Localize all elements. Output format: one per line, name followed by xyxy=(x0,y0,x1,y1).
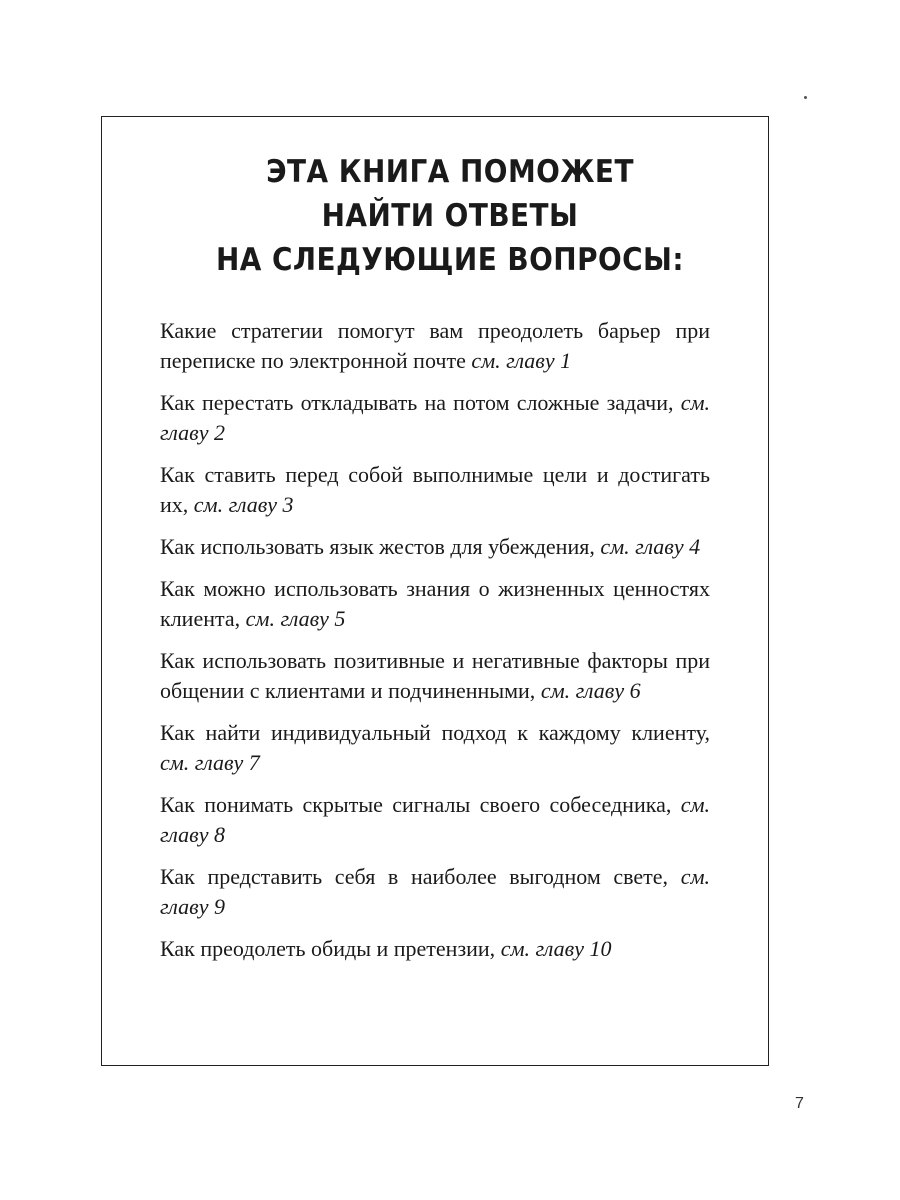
question-text: Какие стратегии помогут вам преодолеть барьер при переписке по электронной почте xyxy=(160,318,710,373)
chapter-reference: см. главу 8 xyxy=(160,792,711,847)
question-text: Как представить себя в наиболее выгодном свете, xyxy=(160,864,669,889)
chapter-reference: см. главу 9 xyxy=(160,864,710,919)
chapter-reference: см. главу 6 xyxy=(540,678,641,703)
question-text: Как использовать позитивные и негативные факторы при общении с клиентами и подчиненными, xyxy=(160,648,710,703)
question-item xyxy=(160,718,710,778)
page-heading xyxy=(45,150,855,282)
heading-line-2: НАЙТИ ОТВЕТЫ xyxy=(321,198,579,234)
question-item xyxy=(160,388,710,448)
questions-list xyxy=(160,316,710,976)
print-dot-mark xyxy=(804,96,807,99)
question-item xyxy=(160,646,710,706)
question-text: Как найти индивидуальный подход к каждому клиенту, xyxy=(160,720,710,745)
question-text: Как понимать скрытые сигналы своего собеседника, xyxy=(160,792,672,817)
question-item xyxy=(160,934,710,964)
chapter-reference: см. главу 4 xyxy=(600,534,701,559)
question-item xyxy=(160,532,710,562)
heading-line-1: ЭТА КНИГА ПОМОЖЕТ xyxy=(266,154,634,190)
question-item xyxy=(160,316,710,376)
question-item xyxy=(160,460,710,520)
chapter-reference: см. главу 5 xyxy=(245,606,346,631)
chapter-reference: см. главу 7 xyxy=(160,750,260,775)
chapter-reference: см. главу 10 xyxy=(500,936,612,961)
question-item xyxy=(160,862,710,922)
question-text: Как использовать язык жестов для убеждения, xyxy=(160,534,595,559)
question-text: Как преодолеть обиды и претензии, xyxy=(160,936,496,961)
question-text: Как ставить перед собой выполнимые цели и достигать их, xyxy=(160,462,710,517)
question-text: Как можно использовать знания о жизненных ценностях клиента, xyxy=(160,576,710,631)
heading-line-3: НА СЛЕДУЮЩИЕ ВОПРОСЫ: xyxy=(215,242,685,278)
chapter-reference: см. главу 1 xyxy=(471,348,572,373)
question-item xyxy=(160,790,710,850)
chapter-reference: см. главу 2 xyxy=(160,390,710,445)
question-text: Как перестать откладывать на потом сложные задачи, xyxy=(160,390,674,415)
page-number: 7 xyxy=(795,1095,804,1112)
question-item xyxy=(160,574,710,634)
chapter-reference: см. главу 3 xyxy=(193,492,294,517)
